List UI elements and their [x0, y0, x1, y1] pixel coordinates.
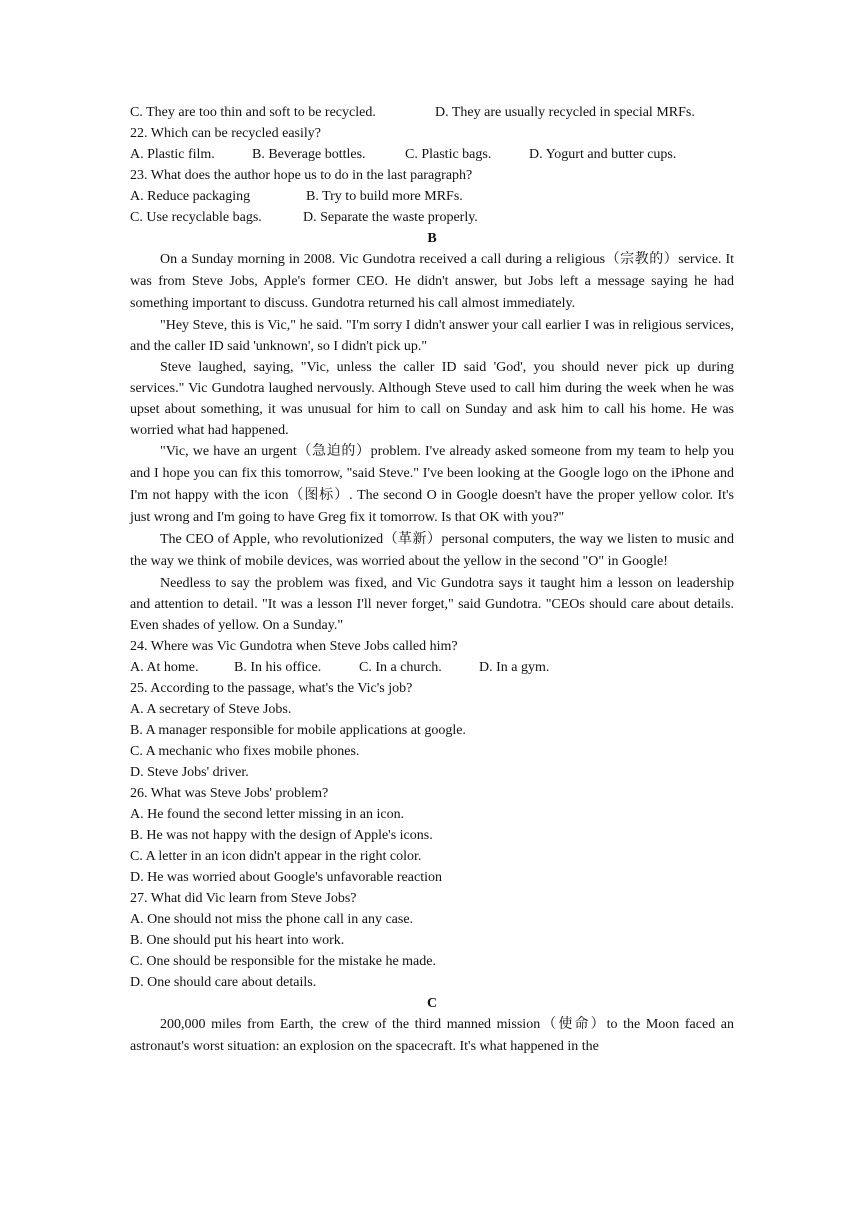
q26-option-d: D. He was worried about Google's unfavorable reaction — [130, 870, 442, 885]
q24-options-row — [130, 657, 734, 678]
q27-option-c: C. One should be responsible for the mistake he made. — [130, 954, 436, 969]
q27-option-d: D. One should care about details. — [130, 975, 317, 990]
q21-options-row — [130, 102, 734, 123]
section-b-paragraph-4: "Vic, we have an urgent（急迫的）problem. I've already asked someone from my team to help you and I hope you can fix this tomorrow, "said Steve." I've been looking at the Google logo on the iPhone and I'm not happy with the icon（图标）. The second O in Google doesn't have the proper yellow color. It's just wrong and I'm going to have Greg fix it tomorrow. Is that OK with you?" — [130, 444, 734, 525]
q25-option-d: D. Steve Jobs' driver. — [130, 765, 249, 780]
q23-option-d: D. Separate the waste properly. — [303, 210, 478, 225]
q22-option-d: D. Yogurt and butter cups. — [529, 147, 677, 162]
document-page — [130, 102, 734, 1058]
q25-option-c: C. A mechanic who fixes mobile phones. — [130, 744, 360, 759]
q24-option-c: C. In a church. — [359, 660, 442, 675]
section-c-heading: C — [426, 996, 438, 1011]
q21-option-c: C. They are too thin and soft to be recycled. — [130, 105, 376, 120]
q23-options-row-1 — [130, 186, 734, 207]
section-b-heading: B — [427, 231, 437, 246]
q22-option-b: B. Beverage bottles. — [252, 147, 366, 162]
q22-options-row — [130, 144, 734, 165]
q25-option-b: B. A manager responsible for mobile applications at google. — [130, 723, 466, 738]
q27-option-a: A. One should not miss the phone call in any case. — [130, 912, 414, 927]
section-b-paragraph-3: Steve laughed, saying, "Vic, unless the caller ID said 'God', you should never pick up during services." Vic Gundotra laughed nervously. Although Steve used to call him during the week when he was upset about something, it was unusual for him to call on Sunday and ask him to call his home. He was worried what had happened. — [130, 360, 734, 438]
q23-option-b: B. Try to build more MRFs. — [306, 189, 463, 204]
q23-options-row-2 — [130, 207, 734, 228]
q23-option-a: A. Reduce packaging — [130, 189, 251, 204]
q22-option-a: A. Plastic film. — [130, 147, 215, 162]
section-b-paragraph-5: The CEO of Apple, who revolutionized（革新）personal computers, the way we listen to music and the way we think of mobile devices, was worried about the yellow in the second "O" in Google! — [130, 532, 734, 569]
section-b-paragraph-2: "Hey Steve, this is Vic," he said. "I'm sorry I didn't answer your call earlier I was in religious services, and the caller ID said 'unknown', so I didn't pick up." — [130, 318, 734, 354]
q23-option-c: C. Use recyclable bags. — [130, 210, 262, 225]
q26-option-a: A. He found the second letter missing in an icon. — [130, 807, 405, 822]
section-b-paragraph-6: Needless to say the problem was fixed, and Vic Gundotra says it taught him a lesson on leadership and attention to detail. "It was a lesson I'll never forget," said Gundotra. "CEOs should care about details. Even shades of yellow. On a Sunday." — [130, 576, 734, 633]
q26-option-b: B. He was not happy with the design of Apple's icons. — [130, 828, 433, 843]
section-b-paragraph-1: On a Sunday morning in 2008. Vic Gundotra received a call during a religious（宗教的）service. It was from Steve Jobs, Apple's former CEO. He didn't answer, but Jobs left a message saying he had something important to discuss. Gundotra returned his call almost immediately. — [130, 252, 734, 311]
q21-option-d: D. They are usually recycled in special MRFs. — [435, 105, 695, 120]
q25-option-a: A. A secretary of Steve Jobs. — [130, 702, 292, 717]
q26-question: 26. What was Steve Jobs' problem? — [130, 786, 329, 801]
q24-option-d: D. In a gym. — [479, 660, 550, 675]
q26-option-c: C. A letter in an icon didn't appear in the right color. — [130, 849, 422, 864]
q22-option-c: C. Plastic bags. — [405, 147, 492, 162]
q22-question: 22. Which can be recycled easily? — [130, 126, 321, 141]
q27-question: 27. What did Vic learn from Steve Jobs? — [130, 891, 357, 906]
q27-option-b: B. One should put his heart into work. — [130, 933, 345, 948]
q25-question: 25. According to the passage, what's the Vic's job? — [130, 681, 413, 696]
q23-question: 23. What does the author hope us to do in the last paragraph? — [130, 168, 473, 183]
q24-question: 24. Where was Vic Gundotra when Steve Jobs called him? — [130, 639, 458, 654]
q24-option-a: A. At home. — [130, 660, 199, 675]
section-c-paragraph-1: 200,000 miles from Earth, the crew of the third manned mission（使命）to the Moon faced an astronaut's worst situation: an explosion on the spacecraft. It's what happened in the — [130, 1017, 734, 1054]
q24-option-b: B. In his office. — [234, 660, 322, 675]
